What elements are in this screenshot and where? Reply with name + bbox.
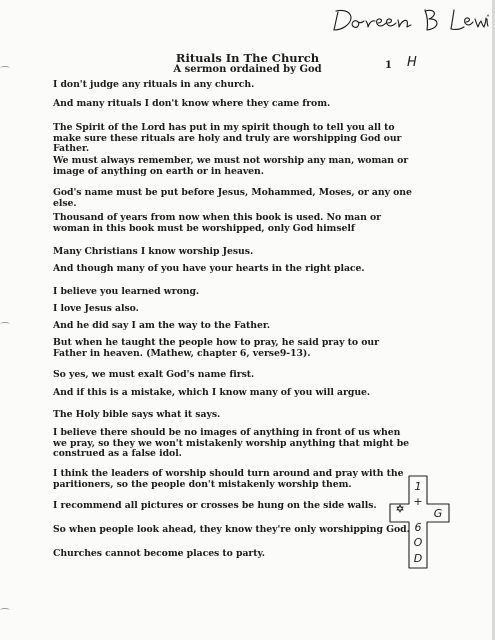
paragraph: God's name must be put before Jesus, Mohammed, Moses, or any one else. — [53, 187, 412, 209]
cross-letter: 1 — [414, 480, 422, 493]
cross-letter: D — [413, 552, 423, 565]
paragraph: Thousand of years from now when this book is used. No man or woman in this book must be worshipped, only God himself — [53, 212, 381, 234]
paragraph: And though many of you have your hearts in the right place. — [53, 263, 365, 274]
cross-letter: + — [413, 495, 423, 508]
paragraph: And many rituals I don't know where they came from. — [53, 98, 331, 109]
paragraph: I don't judge any rituals in any church. — [53, 79, 255, 90]
cross-letter: O — [413, 536, 423, 549]
paragraph: I believe there should be no images of anything in front of us when we pray, so they we won't mistakenly worship anything that might be construed as a false idol. — [53, 427, 410, 460]
sermon-title: Rituals In The Church — [175, 51, 320, 65]
hand-drawn-cross — [387, 474, 453, 570]
paragraph: So when people look ahead, they know they're only worshipping God. — [53, 524, 410, 535]
paragraph: I recommend all pictures or crosses be hung on the side walls. — [53, 500, 377, 511]
punch-hole-mark — [0, 608, 10, 612]
paragraph: Churches cannot become places to party. — [53, 548, 265, 559]
paragraph: Many Christians I know worship Jesus. — [53, 246, 254, 257]
handwritten-page-mark: H — [407, 55, 417, 70]
handwritten-signature — [330, 4, 490, 36]
paragraph: So yes, we must exalt God's name first. — [53, 369, 255, 380]
paragraph: And he did say I am the way to the Father. — [53, 320, 271, 331]
paragraph: The Spirit of the Lord has put in my spirit though to tell you all to make sure these rituals are holy and truly are worshipping God our Father. — [53, 122, 402, 155]
cross-letter: G — [433, 507, 443, 520]
paragraph: And if this is a mistake, which I know many of you will argue. — [53, 387, 371, 398]
page-number: 1 — [385, 60, 392, 71]
paragraph: I think the leaders of worship should turn around and pray with the paritioners, so the people don't mistakenly worship them. — [53, 468, 404, 490]
paragraph: We must always remember, we must not worship any man, woman or image of anything on earth or in heaven. — [53, 155, 409, 177]
sermon-subtitle: A sermon ordained by God — [173, 64, 322, 75]
paragraph: I believe you learned wrong. — [53, 286, 200, 297]
paragraph: But when he taught the people how to pray, he said pray to our Father in heaven. (Mathew, chapter 6, verse9-13). — [53, 337, 379, 359]
cross-letter: 6 — [414, 521, 422, 534]
paragraph: The Holy bible says what it says. — [53, 409, 221, 420]
punch-hole-mark — [0, 322, 10, 326]
paragraph: I love Jesus also. — [53, 303, 139, 314]
